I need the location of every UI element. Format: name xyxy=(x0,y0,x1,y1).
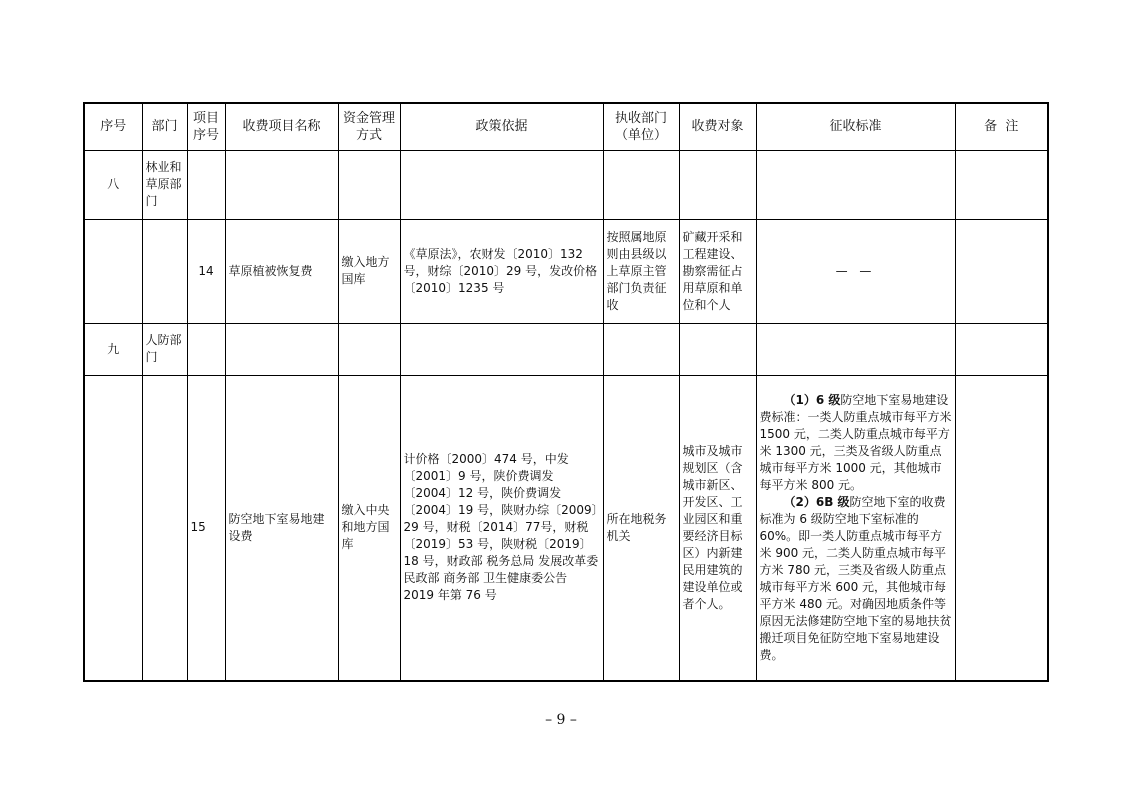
payer: 矿藏开采和工程建设、勘察需征占用草原和单位和个人 xyxy=(679,219,756,323)
section-seq: 九 xyxy=(84,323,142,375)
standard xyxy=(756,375,955,681)
section-row xyxy=(84,150,1048,219)
table-row xyxy=(84,219,1048,323)
header-policy: 政策依据 xyxy=(400,103,603,150)
header-fund-mgmt: 资金管理方式 xyxy=(338,103,400,150)
standard-part-1-label: （1）6 级 xyxy=(783,392,841,407)
fund-mgmt: 缴入中央和地方国库 xyxy=(338,375,400,681)
item-seq: 15 xyxy=(187,375,225,681)
header-payer: 收费对象 xyxy=(679,103,756,150)
header-dept: 部门 xyxy=(142,103,187,150)
section-row xyxy=(84,323,1048,375)
section-dept: 人防部门 xyxy=(142,323,187,375)
standard-part-2-label: （2）6B 级 xyxy=(783,494,850,509)
standard-part-1-text: 防空地下室易地建设费标准：一类人防重点城市每平方米 1500 元，二类人防重点城市每平方米 1300 元，三类及省级人防重点城市每平方米 1000 元，其他城市每平方米 800 元。 xyxy=(759,392,952,492)
header-remark: 备 注 xyxy=(955,103,1048,150)
exec-dept: 按照属地原则由县级以上草原主管部门负责征收 xyxy=(603,219,679,323)
standard-part-2-text: 防空地下室的收费标准为 6 级防空地下室标准的60%。即一类人防重点城市每平方米 900 元，二类人防重点城市每平方米 780 元，三类及省级人防重点城市每平方米 600 元，其他城市每平方米 480 元。对确因地质条件等原因无法修建防空地下室的易地扶贫搬迁项目免征防空地下室易地建设费。 xyxy=(759,494,952,662)
item-seq: 14 xyxy=(187,219,225,323)
header-exec-dept: 执收部门（单位） xyxy=(603,103,679,150)
fee-table xyxy=(83,102,1049,682)
remark xyxy=(955,375,1048,681)
policy: 《草原法》，农财发〔2010〕132号，财综〔2010〕29 号，发改价格〔2010〕1235 号 xyxy=(400,219,603,323)
policy: 计价格〔2000〕474 号，中发〔2001〕9 号，陕价费调发〔2004〕12 号，陕价费调发〔2004〕19 号，陕财办综〔2009〕29 号，财税〔2014〕77号，财税〔2019〕53 号，陕财税〔2019〕18 号，财政部 税务总局 发展改革委 民政部 商务部 卫生健康委公告 2019 年第 76 号 xyxy=(400,375,603,681)
header-standard: 征收标准 xyxy=(756,103,955,150)
header-fee-name: 收费项目名称 xyxy=(225,103,338,150)
header-seq: 序号 xyxy=(84,103,142,150)
table-row xyxy=(84,375,1048,681)
section-seq: 八 xyxy=(84,150,142,219)
exec-dept: 所在地税务机关 xyxy=(603,375,679,681)
section-dept: 林业和草原部门 xyxy=(142,150,187,219)
header-item-seq: 项目序号 xyxy=(187,103,225,150)
fund-mgmt: 缴入地方国库 xyxy=(338,219,400,323)
fee-name: 草原植被恢复费 xyxy=(225,219,338,323)
standard: — — xyxy=(756,219,955,323)
header-row xyxy=(84,103,1048,150)
page-number: – 9 – xyxy=(545,712,577,728)
standard-part-1 xyxy=(760,392,952,494)
standard-part-2 xyxy=(760,494,952,664)
fee-name: 防空地下室易地建设费 xyxy=(225,375,338,681)
remark xyxy=(955,219,1048,323)
payer: 城市及城市规划区（含城市新区、开发区、工业园区和重要经济目标区）内新建民用建筑的建设单位或者个人。 xyxy=(679,375,756,681)
